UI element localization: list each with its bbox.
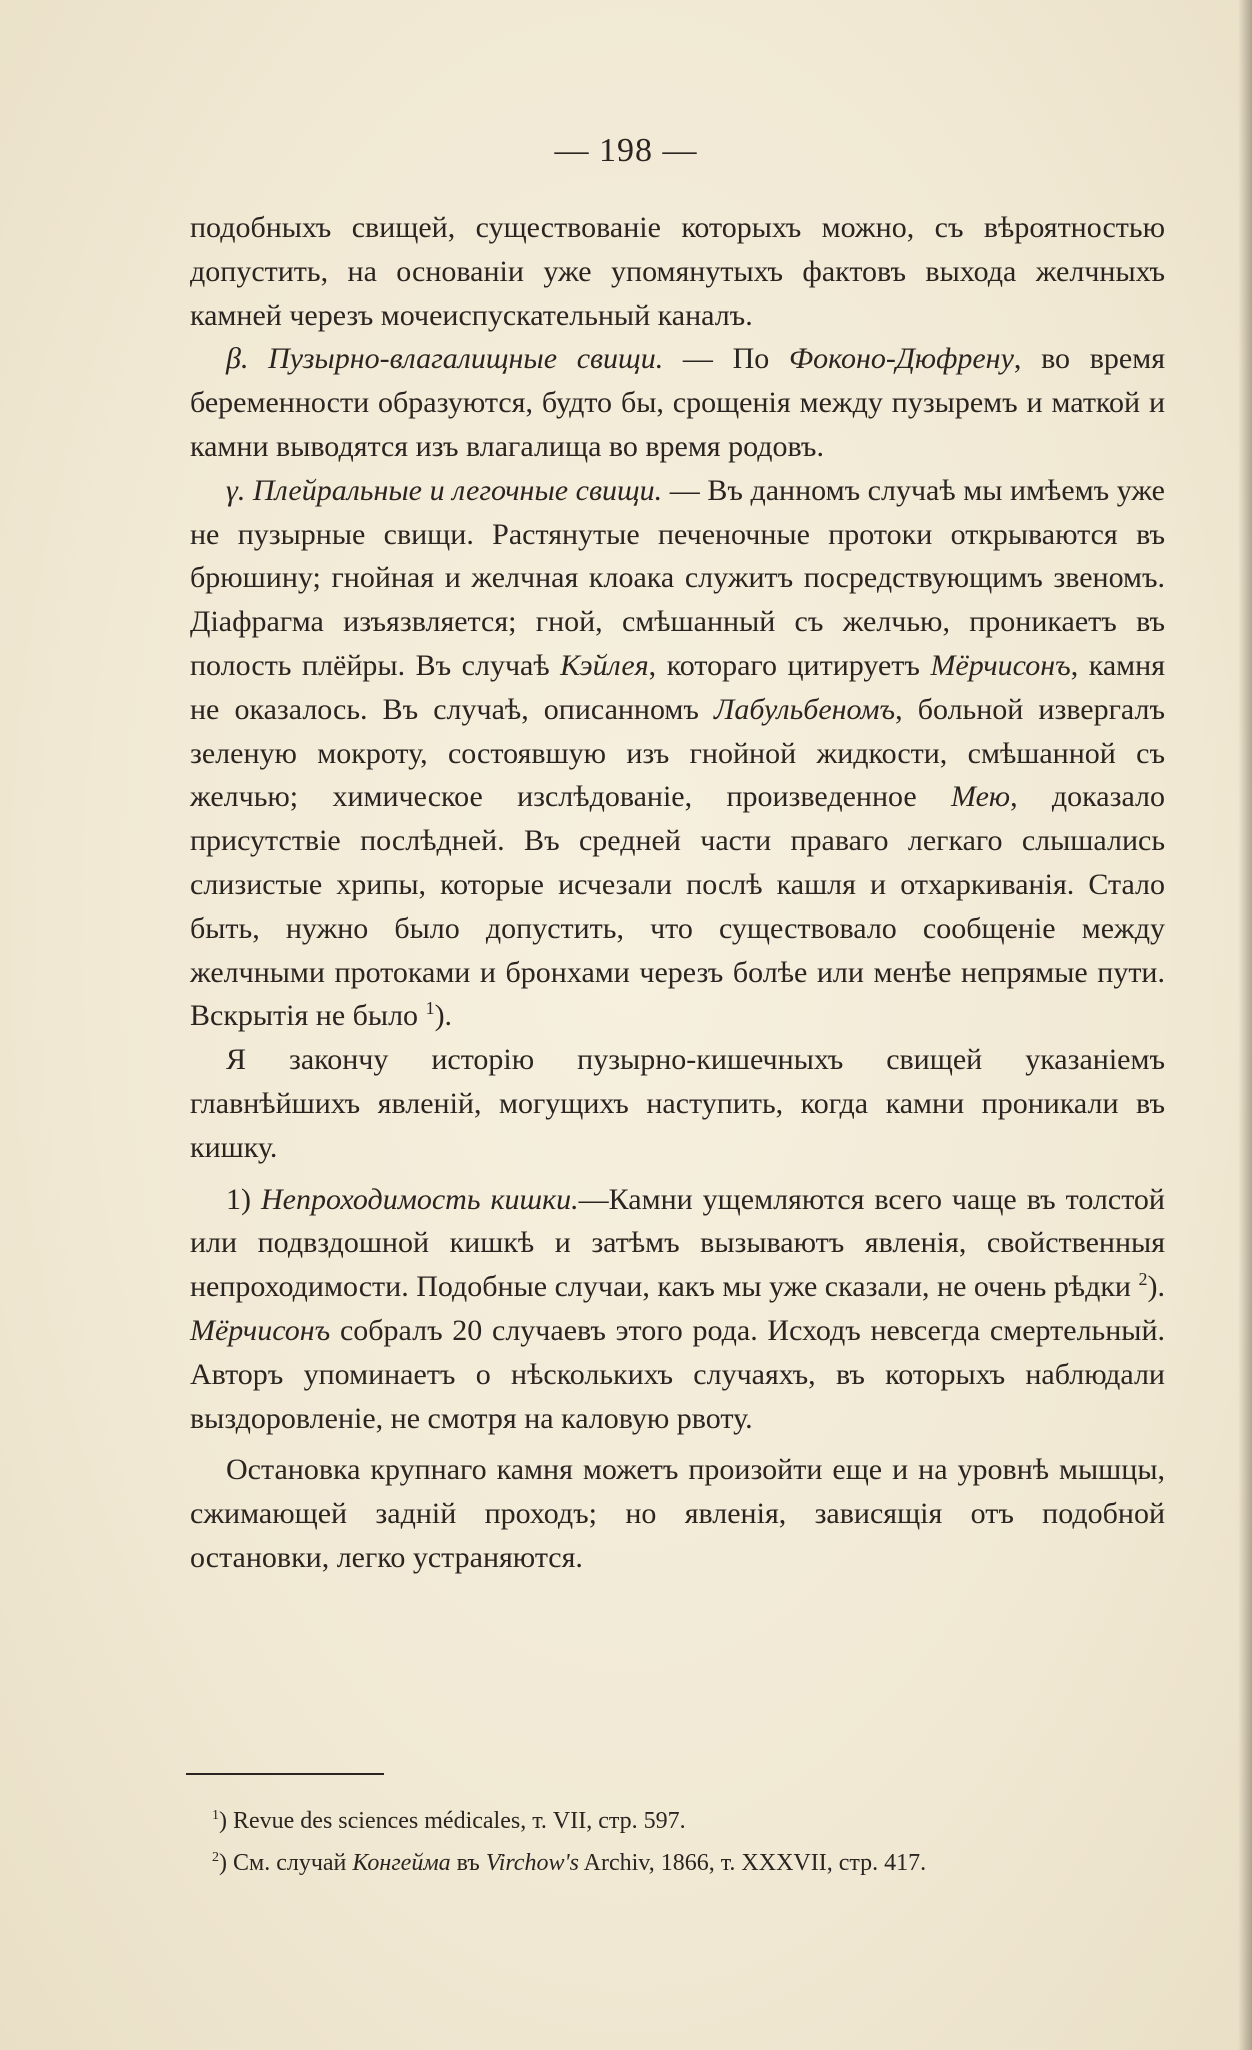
footnote-2-text-2: въ <box>450 1850 486 1876</box>
paragraph-5-text-2: ). <box>1147 1270 1165 1304</box>
paragraph-2-text-1: — По <box>663 342 789 376</box>
author-name: Мею <box>951 780 1011 814</box>
footnote-1 <box>190 1800 1165 1842</box>
footnote-ref: 2 <box>1138 1269 1148 1290</box>
page-edge-shadow <box>1238 0 1252 2050</box>
paragraph-3-text-3: , камня не оказалось. Въ случаѣ, описанномъ <box>190 648 1165 726</box>
paragraph-5-text-3: собралъ 20 случаевъ этого рода. Исходъ невсегда смертельный. Авторъ упоминаетъ о нѣсколькихъ случаяхъ, въ которыхъ наблюдали выздоровленіе, не смотря на каловую рвоту. <box>190 1313 1165 1435</box>
footnote-2-text-3: Archiv, 1866, т. XXXVII, стр. 417. <box>578 1850 927 1876</box>
footnote-2-text-1: ) См. случай <box>219 1850 353 1876</box>
author-name: Мёрчисонъ <box>930 648 1071 682</box>
footnote-mark: 1 <box>212 1808 219 1823</box>
paragraph-3-text-1: — Въ данномъ случаѣ мы имѣемъ уже не пузырные свищи. Растянутые печеночные протоки открываются въ брюшину; гнойная и желчная клоака служитъ посредствующимъ звеномъ. Діафрагма изъязвляется; гной, смѣшанный съ желчью, проникаетъ въ полость плёйры. Въ случаѣ <box>190 473 1165 682</box>
footnote-divider <box>186 1773 384 1775</box>
paragraph-2 <box>190 337 1165 468</box>
list-number: 1) <box>226 1182 261 1216</box>
section-label-beta: β. Пузырно-влагалищные свищи. <box>226 342 664 376</box>
author-name: Конгейма <box>352 1850 451 1876</box>
paragraph-5 <box>190 1178 1165 1441</box>
author-name: Лабульбеномъ <box>714 692 896 726</box>
author-name: Кэйлея <box>560 648 649 682</box>
paragraph-2-text-2: , во время беременности образуются, будто бы, срощенія между пузыремъ и маткой и камни выводятся изъ влагалища во время родовъ. <box>190 342 1165 463</box>
footnote-ref: 1 <box>425 998 435 1019</box>
paragraph-3 <box>190 469 1165 1038</box>
paragraph-3-text-4: , больной извергалъ зеленую мокроту, состоявшую изъ гнойной жидкости, смѣшанной съ желчью; химическое изслѣдованіе, произведенное <box>190 692 1165 814</box>
paragraph-4: Я закончу исторію пузырно-кишечныхъ свищей указаніемъ главнѣйшихъ явленій, могущихъ наступить, когда камни проникали въ кишку. <box>190 1043 1165 1164</box>
paragraph-3-text-2: , котораго цитируетъ <box>648 648 931 682</box>
paragraph-6: Остановка крупнаго камня можетъ произойти еще и на уровнѣ мышцы, сжимающей задній проходъ; но явленія, зависящія отъ подобной остановки, легко устраняются. <box>190 1453 1165 1574</box>
section-label-gamma: γ. Плейральные и легочные свищи. <box>226 473 663 507</box>
footnote-mark: 2 <box>212 1850 219 1865</box>
footnotes <box>190 1800 1165 1884</box>
paragraph-3-text-6: ). <box>434 999 453 1033</box>
body-text <box>190 206 1165 1580</box>
section-label-obstruction: Непроходимость кишки. <box>260 1182 579 1216</box>
page-number: — 198 — <box>554 132 698 169</box>
paragraph-3-text-5: , доказало присутствіе послѣдней. Въ средней части праваго легкаго слышались слизистые хрипы, которые исчезали послѣ кашля и отхаркиванія. Стало быть, нужно было допустить, что существовало сообщеніе между желчными протоками и бронхами черезъ болѣе или менѣе непрямые пути. Вскрытія не было <box>190 780 1165 1033</box>
footnote-2 <box>190 1842 1165 1884</box>
journal-name: Virchow's <box>485 1850 579 1876</box>
paragraph-5-text-1: —Камни ущемляются всего чаще въ толстой или подвздошной кишкѣ и затѣмъ вызываютъ явленія, свойственныя непроходимости. Подобные случаи, какъ мы уже сказали, не очень рѣдки <box>190 1182 1165 1304</box>
footnote-1-text: ) Revue des sciences médicales, т. VII, стр. 597. <box>219 1808 686 1834</box>
author-name: Фоконо-Дюфрену <box>788 342 1014 376</box>
author-name: Мёрчисонъ <box>190 1313 331 1347</box>
paragraph-1: подобныхъ свищей, существованіе которыхъ можно, съ вѣроятностью допустить, на основаніи уже упомянутыхъ фактовъ выхода желчныхъ камней черезъ мочеиспускательный каналъ. <box>190 211 1165 332</box>
